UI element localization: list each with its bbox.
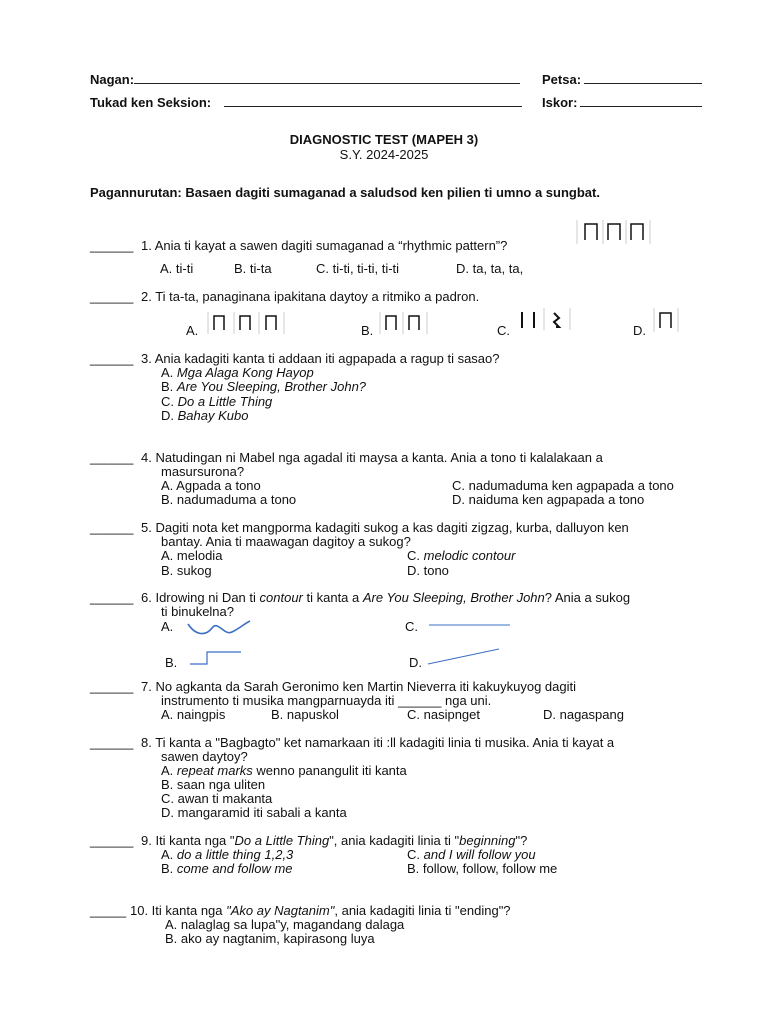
q7-blank[interactable]: ______ <box>90 679 134 694</box>
q9-option-a[interactable]: A. do a little thing 1,2,3 <box>161 847 294 862</box>
q4-option-a[interactable]: A. Agpada a tono <box>161 478 261 493</box>
q10-blank[interactable]: _____ <box>90 903 127 918</box>
q1-option-a[interactable]: A. ti-ti <box>160 261 194 276</box>
q8-blank[interactable]: ______ <box>90 735 134 750</box>
q4-option-b[interactable]: B. nadumaduma a tono <box>161 492 297 507</box>
q3-option-d[interactable]: D. Bahay Kubo <box>161 408 249 423</box>
score-field[interactable] <box>580 106 702 107</box>
q7-text-line1: 7. No agkanta da Sarah Geronimo ken Martin Nieverra iti kakuykuyog dagiti <box>141 679 576 694</box>
q4-text-line1: 4. Natudingan ni Mabel nga agadal iti maysa a kanta. Ania a tono ti kalalakaan a <box>141 450 603 465</box>
eighth-note-pair-icon <box>376 310 434 336</box>
q9-option-b[interactable]: B. come and follow me <box>161 861 293 876</box>
quarter-rest-icon <box>554 313 559 327</box>
q2-text: 2. Ti ta-ta, panaginana ipakitana daytoy a ritmiko a padron. <box>141 289 480 304</box>
q9-option-d[interactable]: B. follow, follow, follow me <box>407 861 558 876</box>
q9-option-c[interactable]: C. and I will follow you <box>407 847 536 862</box>
score-label: Iskor: <box>542 95 578 110</box>
name-label: Nagan: <box>90 72 135 87</box>
q8-option-a[interactable]: A. repeat marks wenno panangulit iti kanta <box>161 763 407 778</box>
q4-option-c[interactable]: C. nadumaduma ken agpapada a tono <box>452 478 674 493</box>
q5-text-line1: 5. Dagiti nota ket mangporma kadagiti sukog a kas dagiti zigzag, kurba, dalluyon ken <box>141 520 629 535</box>
test-title: DIAGNOSTIC TEST (MAPEH 3) <box>289 132 479 147</box>
q4-blank[interactable]: ______ <box>90 450 134 465</box>
q6-option-a[interactable]: A. <box>161 619 174 634</box>
q7-option-d[interactable]: D. nagaspang <box>543 707 624 722</box>
q5-blank[interactable]: ______ <box>90 520 134 535</box>
q2-option-c[interactable]: C. <box>497 323 510 338</box>
grade-section-label: Tukad ken Seksion: <box>90 95 212 110</box>
q1-option-d[interactable]: D. ta, ta, ta, <box>456 261 524 276</box>
q2-option-d[interactable]: D. <box>633 323 646 338</box>
q2-blank[interactable]: ______ <box>90 289 134 304</box>
q8-option-d[interactable]: D. mangaramid iti sabali a kanta <box>161 805 347 820</box>
q8-text-line1: 8. Ti kanta a "Bagbagto" ket namarkaan iti :ll kadagiti linia ti musika. Ania ti kayat a <box>141 735 615 750</box>
grade-section-field[interactable] <box>224 106 522 107</box>
eighth-note-pair-icon <box>202 310 286 336</box>
q6-option-d[interactable]: D. <box>409 655 422 670</box>
q3-option-b[interactable]: B. Are You Sleeping, Brother John? <box>161 379 367 394</box>
q5-option-b[interactable]: B. sukog <box>161 563 212 578</box>
q5-text-line2: bantay. Ania ti maawagan dagitoy a sukog? <box>161 534 411 549</box>
q7-option-a[interactable]: A. naingpis <box>161 707 226 722</box>
q7-option-b[interactable]: B. napuskol <box>271 707 339 722</box>
q7-option-c[interactable]: C. nasipnget <box>407 707 480 722</box>
quarter-note-icon <box>514 306 574 332</box>
q6-text-line2: ti binukelna? <box>161 604 234 619</box>
q6-blank[interactable]: ______ <box>90 590 134 605</box>
q6-text-line1: 6. Idrowing ni Dan ti contour ti kanta a Are You Sleeping, Brother John? Ania a sukog <box>141 590 631 605</box>
q3-text: 3. Ania kadagiti kanta ti addaan iti agpapada a ragup ti sasao? <box>141 351 500 366</box>
q1-option-b[interactable]: B. ti-ta <box>234 261 272 276</box>
contour-wave-icon <box>186 618 252 638</box>
q3-option-a[interactable]: A. Mga Alaga Kong Hayop <box>161 365 314 380</box>
q8-option-c[interactable]: C. awan ti makanta <box>161 791 273 806</box>
school-year: S.Y. 2024-2025 <box>339 147 429 162</box>
contour-slope-icon <box>427 647 501 667</box>
q6-option-c[interactable]: C. <box>405 619 418 634</box>
q7-text-line2: instrumento ti musika mangparnuayda iti ______ nga uni. <box>161 693 492 708</box>
q3-option-c[interactable]: C. Do a Little Thing <box>161 394 273 409</box>
q9-text: 9. Iti kanta nga "Do a Little Thing", ania kadagiti linia ti "beginning"? <box>141 833 528 848</box>
q2-option-b[interactable]: B. <box>361 323 374 338</box>
q5-option-c[interactable]: C. melodic contour <box>407 548 516 563</box>
q4-option-d[interactable]: D. naiduma ken agpapada a tono <box>452 492 645 507</box>
q5-option-a[interactable]: A. melodia <box>161 548 223 563</box>
eighth-note-pair-icon <box>575 218 655 246</box>
q9-blank[interactable]: ______ <box>90 833 134 848</box>
date-field[interactable] <box>584 83 702 84</box>
date-label: Petsa: <box>542 72 582 87</box>
q1-text: 1. Ania ti kayat a sawen dagiti sumaganad a “rhythmic pattern”? <box>141 238 508 253</box>
q2-option-a[interactable]: A. <box>186 323 199 338</box>
q8-text-line2: sawen daytoy? <box>161 749 248 764</box>
q6-option-b[interactable]: B. <box>165 655 178 670</box>
q10-option-b[interactable]: B. ako ay nagtanim, kapirasong luya <box>165 931 375 946</box>
q5-option-d[interactable]: D. tono <box>407 563 449 578</box>
contour-step-icon <box>189 649 243 667</box>
q10-option-a[interactable]: A. nalaglag sa lupa"y, magandang dalaga <box>165 917 405 932</box>
q3-blank[interactable]: ______ <box>90 351 134 366</box>
q10-text: 10. Iti kanta nga "Ako ay Nagtanim", ania kadagiti linia ti "ending"? <box>130 903 511 918</box>
q1-option-c[interactable]: C. ti-ti, ti-ti, ti-ti <box>316 261 400 276</box>
eighth-note-pair-icon <box>651 306 681 334</box>
name-field[interactable] <box>134 83 520 84</box>
contour-flat-icon <box>428 620 512 628</box>
q4-text-line2: masursurona? <box>161 464 245 479</box>
instructions: Pagannurutan: Basaen dagiti sumaganad a saludsod ken pilien ti umno a sungbat. <box>90 185 600 200</box>
q8-option-b[interactable]: B. saan nga uliten <box>161 777 266 792</box>
q1-blank[interactable]: ______ <box>90 238 134 253</box>
